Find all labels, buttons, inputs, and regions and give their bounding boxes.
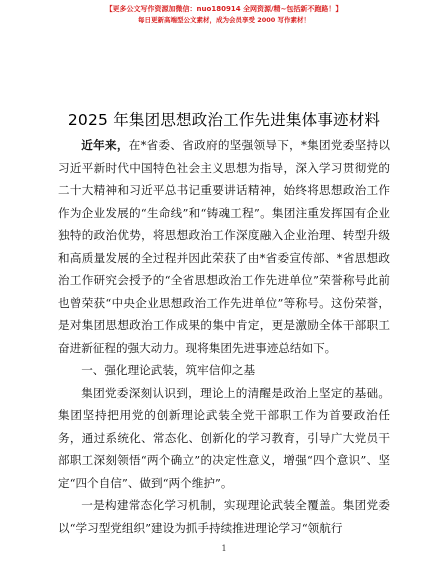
section-1-paragraph: 集团党委深刻认识到，理论上的清醒是政治上坚定的基础。集团坚持把用党的创新理论武装全党干部职工作为首要政治任务，通过系统化、常态化、创新化的学习教育，引导广大党员干部职工深刻领悟“两个确立”的决定性意义，增强“四个意识”、坚定“四个自信”、做到“两个维护”。: [58, 385, 390, 490]
promo-banner-line-2: 每日更新高端型公文素材，成为会员享受 2000 写作素材！: [137, 16, 311, 24]
document-body: [58, 134, 390, 539]
section-1-heading: 一、强化理论武装，筑牢信仰之基: [81, 363, 256, 377]
promo-banner-line-1: 【更多公文写作资源加微信：nuo180914 全网资源/精~包括新不跑路！】: [105, 5, 343, 13]
section-1-subparagraph: 一是构建常态化学习机制，实现理论武装全覆盖。集团党委以“学习型党组织”建设为抓手持续推进理论学习“领航行: [58, 498, 390, 535]
promo-banner: [0, 4, 448, 26]
intro-lead: 近年来，: [81, 138, 129, 152]
intro-body: 在*省委、省政府的坚强领导下，*集团党委坚持以习近平新时代中国特色社会主义思想为指导，深入学习贯彻党的二十大精神和习近平总书记重要讲话精神，始终将思想政治工作作为企业发展的“生命线”和“铸魂工程”。集团注重发挥国有企业独特的政治优势，将思想政治工作深度融入企业治理、转型升级和高质量发展的全过程并因此荣获了由*省委宣传部、*省思想政治工作研究会授予的“全省思想政治工作先进单位”荣誉称号此前也曾荣获“中央企业思想政治工作先进单位”等称号。这份荣誉，是对集团思想政治工作成果的集中肯定，更是激励全体干部职工奋进新征程的强大动力。现将集团先进事迹总结如下。: [58, 138, 390, 355]
page-number: 1: [221, 544, 227, 553]
intro-paragraph: [58, 134, 390, 359]
document-title: 2025 年集团思想政治工作先进集体事迹材料: [67, 111, 381, 129]
